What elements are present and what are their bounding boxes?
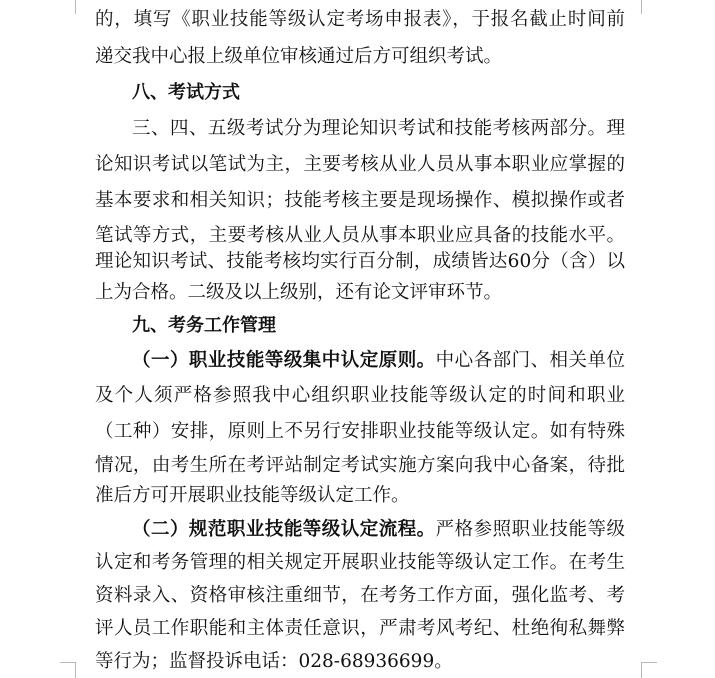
crop-mark-bottom-right-h [641, 662, 657, 663]
crop-mark-bottom-left [75, 662, 76, 678]
subsection-lead-principle: （一）职业技能等级集中认定原则。 [132, 350, 436, 371]
text-line: 准后方可开展职业技能等级认定工作。 [95, 485, 410, 506]
text-line: 认定和考务管理的相关规定开展职业技能等级认定工作。在考生 [95, 552, 625, 573]
section-heading-exam-method: 八、考试方式 [132, 82, 240, 103]
crop-mark-bottom-left-h [60, 662, 76, 663]
text-line: （工种）安排，原则上不另行安排职业技能等级认定。如有特殊 [95, 421, 625, 442]
text-line: 的，填写《职业技能等级认定考场申报表》，于报名截止时间前 [95, 9, 625, 30]
text-run: 严格参照职业技能等级 [435, 519, 625, 540]
text-line: 情况，由考生所在考评站制定考试实施方案向我中心备案，待批 [95, 455, 625, 476]
text-line: 递交我中心报上级单位审核通过后方可组织考试。 [95, 46, 503, 67]
subsection-lead-process: （二）规范职业技能等级认定流程。 [132, 519, 436, 540]
text-line: 及个人须严格参照我中心组织职业技能等级认定的时间和职业 [95, 385, 625, 406]
text-line: 评人员工作职能和主体责任意识，严肃考风考纪、杜绝徇私舞弊 [95, 618, 625, 639]
text-line: 笔试等方式，主要考核从业人员从事本职业应具备的技能水平。 [95, 225, 625, 246]
text-line: 上为合格。二级及以上级别，还有论文评审环节。 [95, 282, 503, 303]
text-line: 等行为；监督投诉电话：028-68936699。 [95, 651, 453, 672]
text-line-with-lead [132, 350, 625, 372]
text-line: 理论知识考试、技能考核均实行百分制，成绩皆达60分（含）以 [95, 251, 625, 272]
crop-mark-bottom-right [641, 662, 642, 678]
text-line: 基本要求和相关知识；技能考核主要是现场操作、模拟操作或者 [95, 190, 625, 211]
crop-mark-top-right [641, 0, 642, 14]
text-line: 资料录入、资格审核注重细节，在考务工作方面，强化监考、考 [95, 585, 625, 606]
crop-mark-top-left [75, 0, 76, 14]
text-line: 论知识考试以笔试为主，主要考核从业人员从事本职业应掌握的 [95, 154, 625, 175]
text-run: 中心各部门、相关单位 [435, 350, 625, 371]
section-heading-exam-management: 九、考务工作管理 [132, 315, 276, 336]
text-line: 三、四、五级考试分为理论知识考试和技能考核两部分。理 [132, 118, 625, 139]
text-line-with-lead [132, 519, 625, 541]
